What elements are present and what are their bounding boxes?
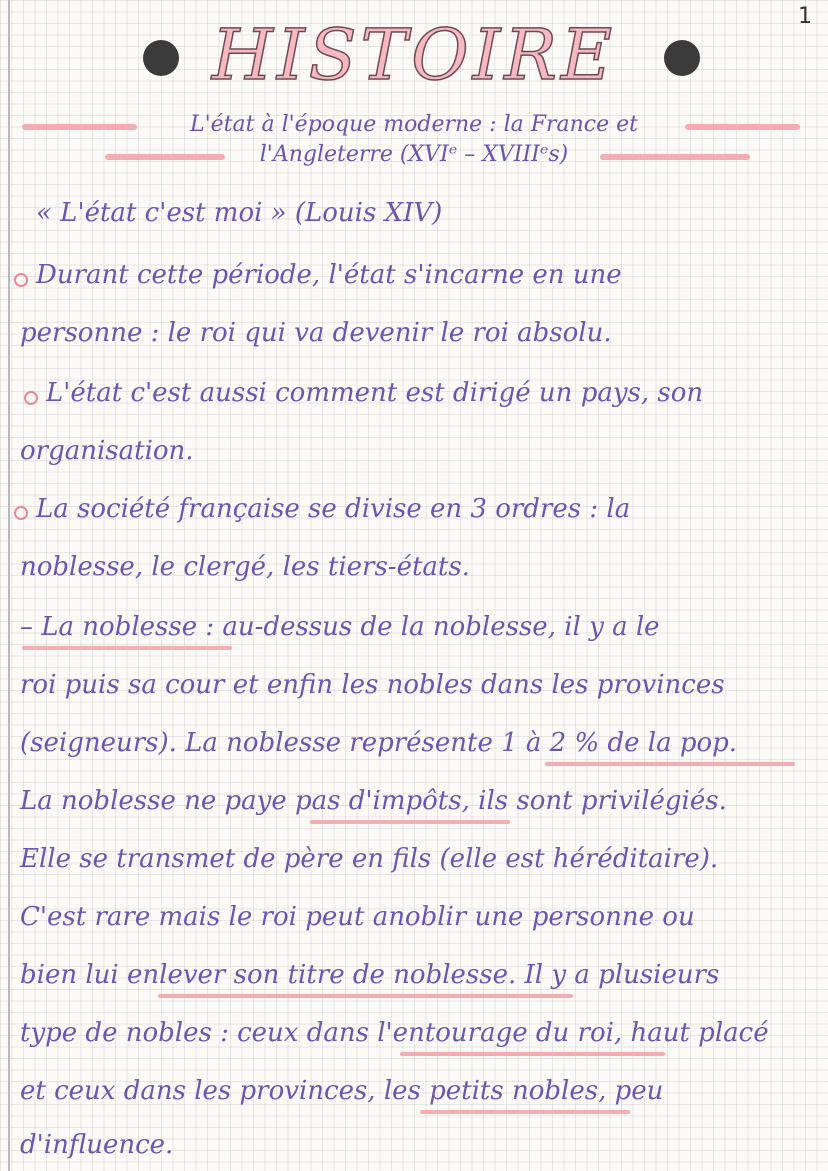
page-title: HISTOIRE — [211, 14, 617, 96]
note-line: roi puis sa cour et enfin les nobles dans les provinces — [20, 670, 725, 700]
note-line: noblesse, le clergé, les tiers-états. — [20, 552, 470, 582]
note-line: La société française se divise en 3 ordres : la — [36, 494, 631, 524]
note-line: – La noblesse : au-dessus de la noblesse, il y a le — [20, 612, 660, 642]
note-line: organisation. — [20, 436, 194, 466]
subtitle-line-2: l'Angleterre (XVIᵉ – XVIIIᵉs) — [259, 142, 569, 167]
petits-nobles-underline — [420, 1110, 630, 1114]
percent-underline — [545, 762, 795, 766]
impots-underline — [310, 820, 510, 824]
bullet-marker — [24, 391, 38, 405]
page-number: 1 — [798, 4, 812, 29]
margin-line — [8, 0, 10, 1171]
entourage-underline — [400, 1052, 665, 1056]
noblesse-underline — [22, 646, 232, 650]
note-line: bien lui enlever son titre de noblesse. Il y a plusieurs — [20, 960, 720, 990]
note-line: personne : le roi qui va devenir le roi absolu. — [20, 318, 612, 348]
note-line: La noblesse ne paye pas d'impôts, ils sont privilégiés. — [20, 786, 727, 816]
bullet-marker — [14, 506, 28, 520]
note-line: type de nobles : ceux dans l'entourage du roi, haut placé — [20, 1018, 769, 1048]
note-line: Durant cette période, l'état s'incarne en une — [36, 260, 622, 290]
titre-underline — [158, 994, 573, 998]
quote-line: « L'état c'est moi » (Louis XIV) — [36, 198, 443, 228]
note-line: L'état c'est aussi comment est dirigé un pays, son — [46, 378, 704, 408]
note-line: et ceux dans les provinces, les petits nobles, peu — [20, 1076, 664, 1106]
note-line: (seigneurs). La noblesse représente 1 à 2 % de la pop. — [20, 728, 738, 758]
note-line: C'est rare mais le roi peut anoblir une personne ou — [20, 902, 695, 932]
note-line: d'influence. — [20, 1130, 174, 1160]
bullet-marker — [14, 273, 28, 287]
note-line: Elle se transmet de père en fils (elle est héréditaire). — [20, 844, 719, 874]
subtitle-line-1: L'état à l'époque moderne : la France et — [190, 112, 638, 137]
